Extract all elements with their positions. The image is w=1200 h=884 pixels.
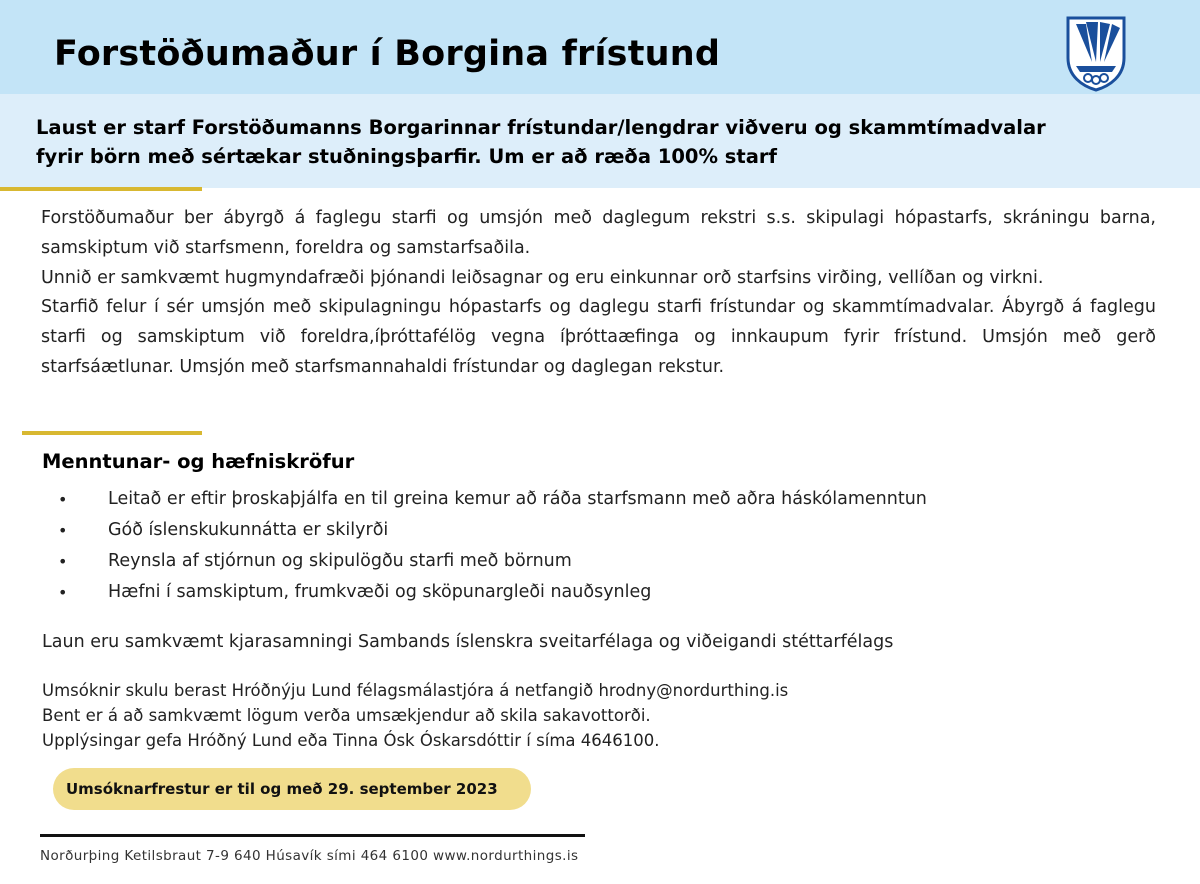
job-summary-line-2: fyrir börn með sértækar stuðningsþarfir. Um er að ræða 100% starf: [36, 145, 777, 168]
bullet: •: [58, 583, 68, 602]
gold-divider: [22, 431, 202, 435]
footer-address: Norðurþing Ketilsbraut 7-9 640 Húsavík sími 464 6100 www.nordurthings.is: [40, 848, 579, 864]
description-paragraph: Unnið er samkvæmt hugmyndafræði þjónandi leiðsagnar og eru einkunnar orð starfsins virðing, vellíðan og virkni.: [41, 267, 1044, 288]
requirement-text: Reynsla af stjórnun og skipulögðu starfi með börnum: [108, 551, 572, 571]
footer-divider: [40, 834, 585, 837]
requirement-text: Leitað er eftir þroskaþjálfa en til greina kemur að ráða starfsmann með aðra háskólamenntun: [108, 489, 927, 509]
job-summary-line-1: Laust er starf Forstöðumanns Borgarinnar frístundar/lengdrar viðveru og skammtímadvalar: [36, 116, 1046, 139]
application-instructions: Umsóknir skulu berast Hróðnýju Lund félagsmálastjóra á netfangið hrodny@nordurthing.is: [42, 681, 789, 700]
contact-persons: Upplýsingar gefa Hróðný Lund eða Tinna Ósk Óskarsdóttir í síma 4646100.: [42, 731, 660, 750]
gold-divider: [0, 187, 202, 191]
description-paragraph: Forstöðumaður ber ábyrgð á faglegu starfi og umsjón með daglegum rekstri s.s. skipulagi hópastarfs, skráningu barna, samskiptum við starfsmenn, foreldra og samstarfsaðila.: [41, 208, 1156, 258]
requirement-text: Hæfni í samskiptum, frumkvæði og sköpunargleði nauðsynleg: [108, 582, 652, 602]
requirement-text: Góð íslenskukunnátta er skilyrði: [108, 520, 389, 540]
bullet: •: [58, 490, 68, 509]
requirements-list: [0, 484, 1200, 608]
list-item: [0, 515, 1200, 546]
requirements-heading: Menntunar- og hæfniskröfur: [42, 450, 355, 473]
salary-note: Laun eru samkvæmt kjarasamningi Sambands íslenskra sveitarfélaga og viðeigandi stéttarfélags: [42, 632, 894, 652]
contact-info: [42, 678, 788, 753]
bullet: •: [58, 521, 68, 540]
list-item: [0, 546, 1200, 577]
page-title: Forstöðumaður í Borgina frístund: [54, 34, 721, 74]
bullet: •: [58, 552, 68, 571]
description-paragraph: Starfið felur í sér umsjón með skipulagningu hópastarfs og daglegu starfi frístundar og skammtímadvalar. Ábyrgð á faglegu starfi og samskiptum við foreldra,íþróttafélög vegna íþróttaæfinga og innkaupum fyrir frístund. Umsjón með gerð starfsáætlunar. Umsjón með starfsmannahaldi frístundar og daglegan rekstur.: [41, 297, 1156, 377]
list-item: [0, 577, 1200, 608]
list-item: [0, 484, 1200, 515]
job-description: [41, 204, 1156, 383]
municipal-crest-icon: [1062, 14, 1130, 92]
job-summary: [36, 113, 1136, 171]
deadline-badge: Umsóknarfrestur er til og með 29. september 2023: [53, 768, 531, 810]
criminal-record-note: Bent er á að samkvæmt lögum verða umsækjendur að skila sakavottorði.: [42, 706, 651, 725]
